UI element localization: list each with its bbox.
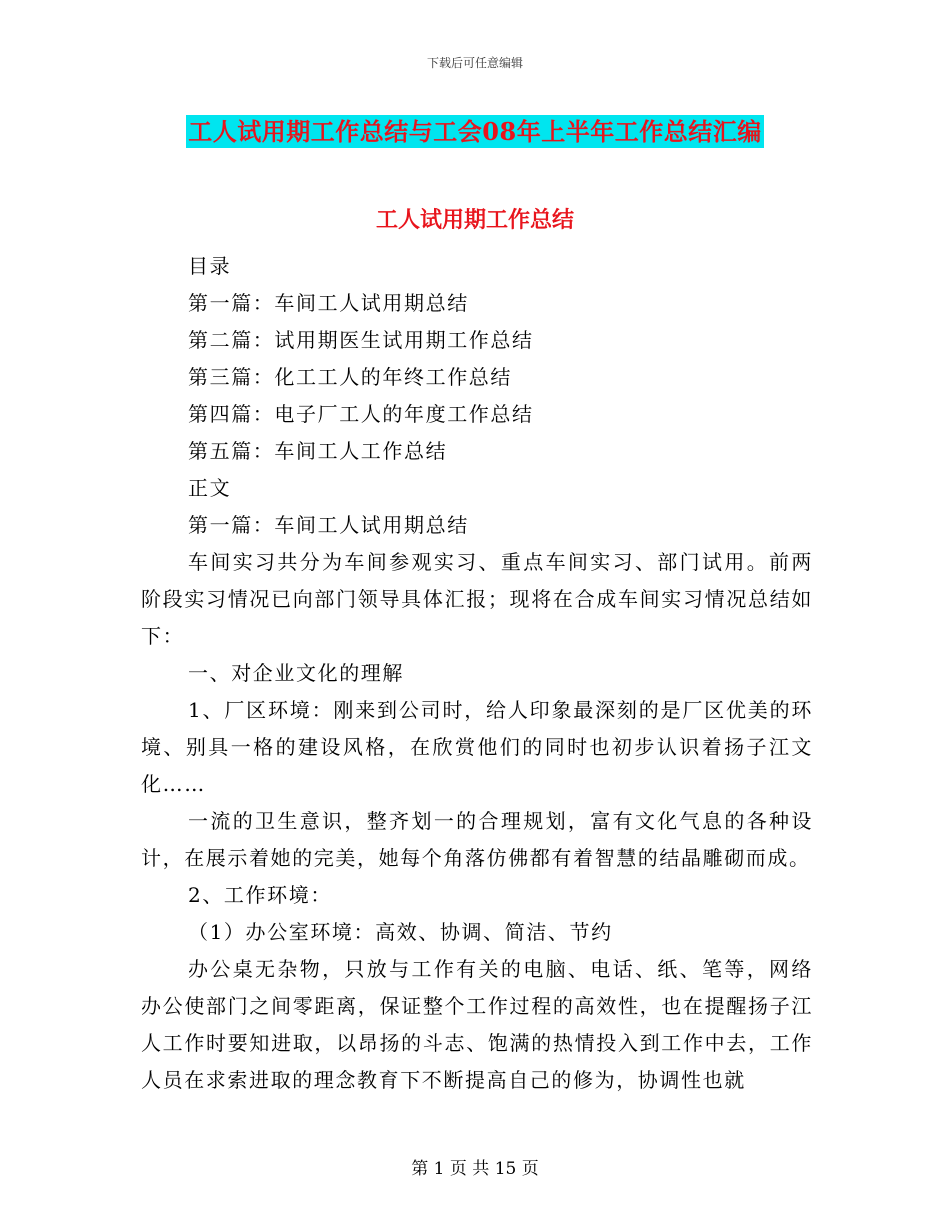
document-title-text: 工人试用期工作总结与工会08年上半年工作总结汇编 (188, 117, 762, 146)
toc-item: 第五篇：车间工人工作总结 (188, 439, 448, 463)
toc-item: 第二篇：试用期医生试用期工作总结 (188, 328, 534, 352)
section-title: 工人试用期工作总结 (375, 207, 574, 233)
section-heading: 2、工作环境： (188, 883, 332, 907)
header-note: 下载后可任意编辑 (426, 56, 523, 70)
document-title (0, 112, 950, 147)
paragraph: 一流的卫生意识，整齐划一的合理规划，富有文化气息的各种设计，在展示着她的完美，她每个角落仿佛都有着智慧的结晶雕砌而成。 (141, 809, 813, 870)
page-number-footer: 第 1 页 共 15 页 (411, 1159, 539, 1179)
body-heading: 正文 (188, 476, 232, 500)
paragraph: 1、厂区环境：刚来到公司时，给人印象最深刻的是厂区优美的环境、别具一格的建设风格，在欣赏他们的同时也初步认识着扬子江文化…… (141, 698, 813, 796)
toc-item: 第四篇：电子厂工人的年度工作总结 (188, 402, 534, 426)
toc-item: 第三篇：化工工人的年终工作总结 (188, 365, 512, 389)
chapter-heading: 第一篇：车间工人试用期总结 (188, 513, 469, 537)
paragraph: 办公桌无杂物，只放与工作有关的电脑、电话、纸、笔等，网络办公使部门之间零距离，保证整个工作过程的高效性，也在提醒扬子江人工作时要知进取，以昂扬的斗志、饱满的热情投入到工作中去，工作人员在求索进取的理念教育下不断提高自己的修为，协调性也就 (141, 957, 813, 1092)
subsection-heading: （1）办公室环境：高效、协调、简洁、节约 (188, 920, 613, 944)
toc-item: 第一篇：车间工人试用期总结 (188, 291, 469, 315)
document-body (141, 248, 813, 1099)
paragraph: 车间实习共分为车间参观实习、重点车间实习、部门试用。前两阶段实习情况已向部门领导具体汇报；现将在合成车间实习情况总结如下： (141, 550, 813, 648)
section-heading: 一、对企业文化的理解 (188, 661, 404, 685)
toc-heading: 目录 (188, 254, 232, 278)
